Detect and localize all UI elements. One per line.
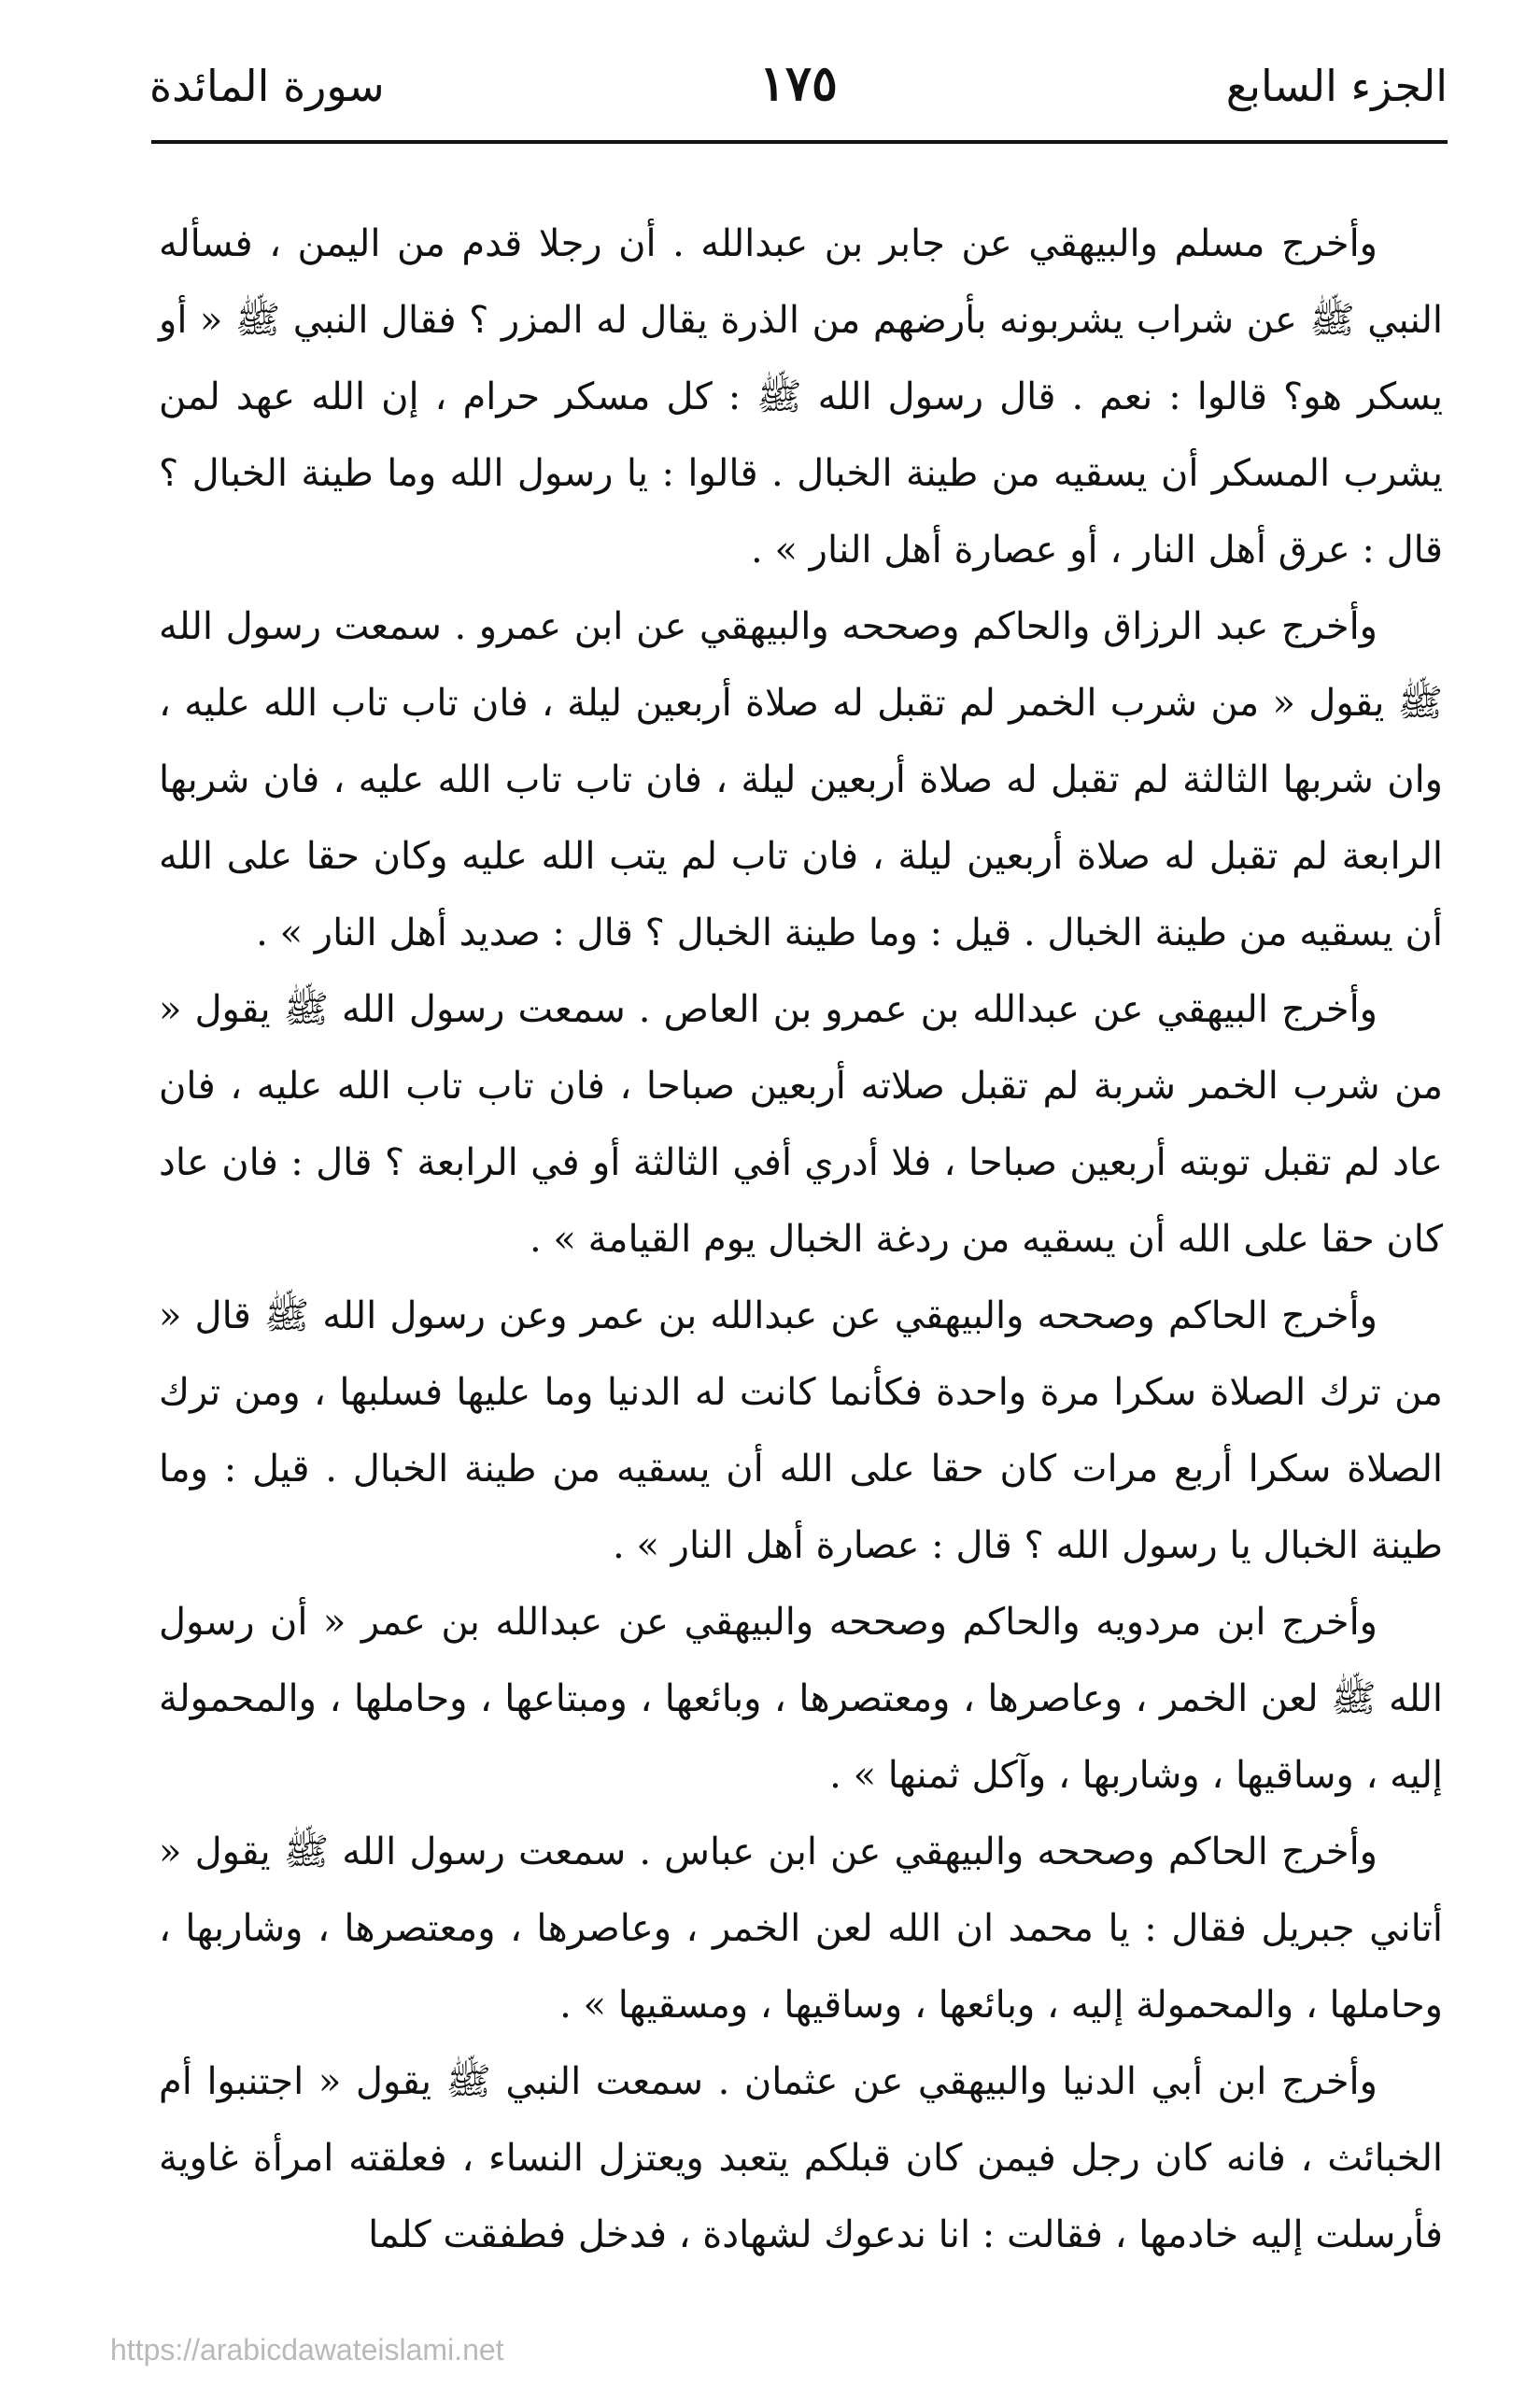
paragraph: وأخرج عبد الرزاق والحاكم وصححه والبيهقي عن ابن عمرو . سمعت رسول الله ﷺ يقول « من شرب الخمر لم تقبل له صلاة أربعين ليلة ، فان تاب تاب الله عليه ، وان شربها الثالثة لم تقبل له صلاة أربعين ليلة ، فان تاب تاب الله عليه ، فان شربها الرابعة لم تقبل له صلاة أربعين ليلة ، فان تاب لم يتب الله عليه وكان حقا على الله أن يسقيه من طينة الخبال . قيل : وما طينة الخبال ؟ قال : صديد أهل النار » . xyxy=(159,605,1443,954)
header-divider xyxy=(151,140,1448,144)
paragraph: وأخرج البيهقي عن عبدالله بن عمرو بن العاص . سمعت رسول الله ﷺ يقول « من شرب الخمر شربة لم تقبل صلاته أربعين صباحا ، فان تاب تاب الله عليه ، فان عاد لم تقبل توبته أربعين صباحا ، فلا أدري أفي الثالثة أو في الرابعة ؟ قال : فان عاد كان حقا على الله أن يسقيه من ردغة الخبال يوم القيامة » . xyxy=(159,988,1443,1261)
paragraph: وأخرج مسلم والبيهقي عن جابر بن عبدالله . أن رجلا قدم من اليمن ، فسأله النبي ﷺ عن شراب يشربونه بأرضهم من الذرة يقال له المزر ؟ فقال النبي ﷺ « أو يسكر هو؟ قالوا : نعم . قال رسول الله ﷺ : كل مسكر حرام ، إن الله عهد لمن يشرب المسكر أن يسقيه من طينة الخبال . قالوا : يا رسول الله وما طينة الخبال ؟ قال : عرق أهل النار ، أو عصارة أهل النار » . xyxy=(159,222,1443,572)
surah-title: سورة المائدة xyxy=(149,61,385,111)
paragraph: وأخرج الحاكم وصححه والبيهقي عن عبدالله بن عمر وعن رسول الله ﷺ قال « من ترك الصلاة سكرا مرة واحدة فكأنما كانت له الدنيا وما عليها فسلبها ، ومن ترك الصلاة سكرا أربع مرات كان حقا على الله أن يسقيه من طينة الخبال . قيل : وما طينة الخبال يا رسول الله ؟ قال : عصارة أهل النار » . xyxy=(159,1294,1443,1567)
paragraph: وأخرج ابن أبي الدنيا والبيهقي عن عثمان . سمعت النبي ﷺ يقول « اجتنبوا أم الخبائث ، فانه كان رجل فيمن كان قبلكم يتعبد ويعتزل النساء ، فعلقته امرأة غاوية فأرسلت إليه خادمها ، فقالت : انا ندعوك لشهادة ، فدخل فطفقت كلما xyxy=(159,2060,1443,2256)
watermark-url: https://arabicdawateislami.net xyxy=(110,2333,504,2367)
part-title: الجزء السابع xyxy=(1225,61,1448,111)
page-header xyxy=(149,49,1448,142)
paragraph: وأخرج ابن مردويه والحاكم وصححه والبيهقي عن عبدالله بن عمر « أن رسول الله ﷺ لعن الخمر ، وعاصرها ، ومعتصرها ، وبائعها ، ومبتاعها ، وحاملها ، والمحمولة إليه ، وساقيها ، وشاربها ، وآكل ثمنها » . xyxy=(159,1601,1443,1797)
body-text xyxy=(159,205,1443,2273)
page-number: ١٧٥ xyxy=(759,55,838,112)
paragraph: وأخرج الحاكم وصححه والبيهقي عن ابن عباس . سمعت رسول الله ﷺ يقول « أتاني جبريل فقال : يا محمد ان الله لعن الخمر ، وعاصرها ، ومعتصرها ، وشاربها ، وحاملها ، والمحمولة إليه ، وبائعها ، وساقيها ، ومسقيها » . xyxy=(159,1830,1443,2027)
